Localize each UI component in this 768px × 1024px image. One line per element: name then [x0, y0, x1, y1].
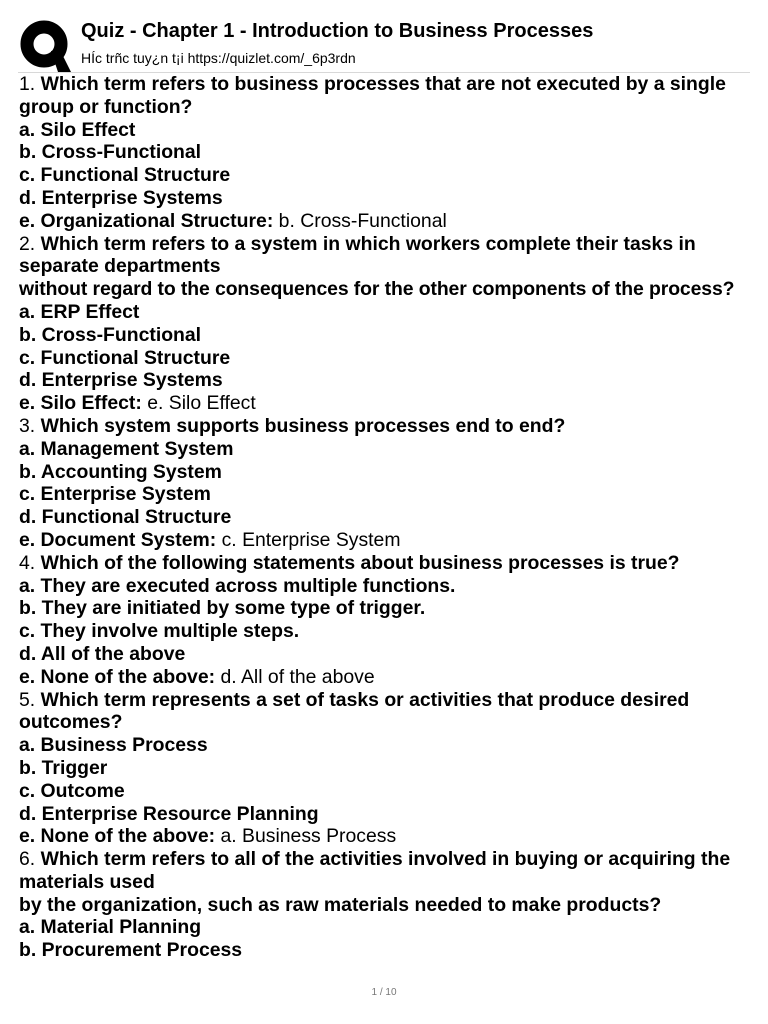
question-block-6 [19, 848, 754, 962]
question-line: Which term refers to a system in which workers complete their tasks in separate departments [19, 232, 696, 278]
question-number: 1. [19, 73, 36, 95]
question-text [19, 73, 754, 119]
answer-option: c. Outcome [19, 779, 125, 802]
question-text [19, 233, 754, 279]
answer-option: e. Document System: [19, 528, 217, 551]
answer-option: b. Cross-Functional [19, 323, 202, 346]
answer-option-with-answer [19, 666, 754, 689]
answer-option: d. All of the above [19, 642, 186, 665]
question-number: 6. [19, 848, 36, 871]
answer-option: a. Business Process [19, 734, 208, 757]
question-number: 4. [19, 551, 36, 574]
answer-option: c. Enterprise System [19, 483, 211, 506]
question-text [19, 689, 754, 735]
answer-option: e. None of the above: [19, 825, 216, 848]
document-header [18, 14, 750, 74]
answer-option: c. Functional Structure [19, 164, 231, 187]
answer-option: b. Procurement Process [19, 939, 243, 962]
answer-option: d. Enterprise Systems [19, 186, 223, 209]
question-block-1 [19, 73, 754, 233]
answer-option: c. They involve multiple steps. [19, 620, 300, 643]
question-number: 3. [19, 414, 36, 437]
question-line: Which term refers to business processes that are not executed by a single group or function? [19, 73, 726, 118]
answer-option: a. Management System [19, 437, 234, 460]
answer-option-with-answer [19, 210, 754, 233]
question-line: Which system supports business processes end to end? [40, 414, 566, 437]
answer-option: e. None of the above: [19, 665, 216, 688]
answer-option: e. Silo Effect: [19, 392, 142, 415]
question-line-continued: without regard to the consequences for the other components of the process? [19, 278, 735, 301]
correct-answer: d. All of the above [220, 665, 375, 688]
answer-option: b. Accounting System [19, 460, 222, 483]
question-text [19, 415, 754, 438]
question-block-5 [19, 689, 754, 849]
question-number: 2. [19, 232, 36, 255]
answer-option: d. Enterprise Systems [19, 369, 223, 392]
answer-option: a. Silo Effect [19, 118, 136, 141]
question-text [19, 848, 754, 894]
answer-option: b. They are initiated by some type of trigger. [19, 597, 426, 620]
answer-option: b. Cross-Functional [19, 141, 202, 164]
answer-option: a. They are executed across multiple functions. [19, 574, 456, 597]
question-line: Which of the following statements about business processes is true? [40, 551, 680, 574]
correct-answer: c. Enterprise System [221, 528, 401, 551]
page-title: Quiz - Chapter 1 - Introduction to Business Processes [81, 20, 594, 42]
source-line: HÍc trñc tuy¿n t¡i https://quizlet.com/_6p3rdn [81, 50, 356, 66]
answer-option: b. Trigger [19, 756, 108, 779]
answer-option: a. Material Planning [19, 916, 202, 939]
question-block-2 [19, 233, 754, 415]
answer-option-with-answer [19, 392, 754, 415]
answer-option: c. Functional Structure [19, 346, 231, 369]
page-indicator: 1 / 10 [371, 987, 397, 998]
correct-answer: b. Cross-Functional [278, 209, 447, 232]
quiz-content [19, 73, 754, 962]
quizlet-q-logo-icon [20, 20, 72, 72]
correct-answer: e. Silo Effect [147, 392, 256, 415]
answer-option: d. Functional Structure [19, 506, 232, 529]
question-line: Which term represents a set of tasks or activities that produce desired outcomes? [19, 688, 690, 734]
question-number: 5. [19, 688, 36, 711]
answer-option-with-answer [19, 529, 754, 552]
answer-option: a. ERP Effect [19, 300, 140, 323]
question-block-3 [19, 415, 754, 552]
answer-option: d. Enterprise Resource Planning [19, 802, 319, 825]
answer-option-with-answer [19, 825, 754, 848]
question-text [19, 552, 754, 575]
question-line-continued: by the organization, such as raw materials needed to make products? [19, 893, 662, 916]
question-block-4 [19, 552, 754, 689]
correct-answer: a. Business Process [220, 825, 397, 848]
question-line: Which term refers to all of the activities involved in buying or acquiring the materials used [19, 848, 731, 893]
answer-option: e. Organizational Structure: [19, 209, 274, 232]
